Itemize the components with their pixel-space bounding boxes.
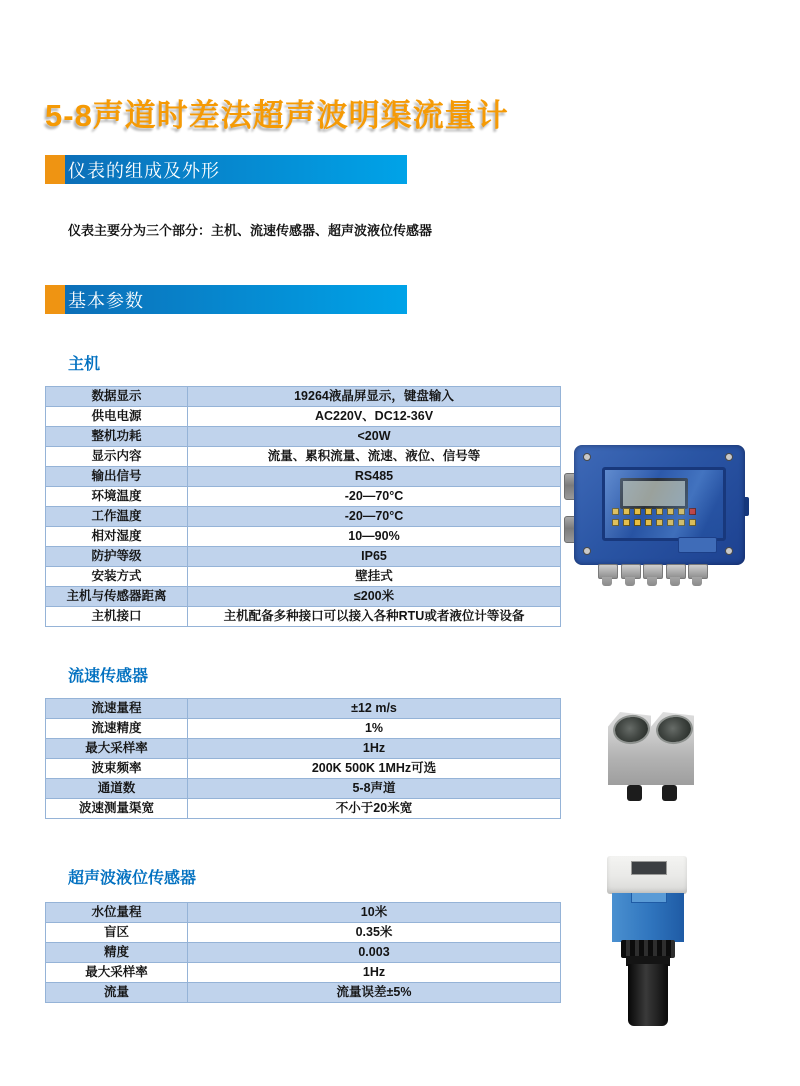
spec-row <box>46 547 561 567</box>
level-sensor-horn <box>628 964 668 1026</box>
spec-param-cell: 水位量程 <box>46 903 188 923</box>
spec-row <box>46 447 561 467</box>
spec-value-cell: 不小于20米宽 <box>188 799 561 819</box>
spec-param-cell: 盲区 <box>46 923 188 943</box>
spec-row <box>46 699 561 719</box>
host-key <box>689 519 696 526</box>
level-sensor-display-window <box>631 861 667 875</box>
spec-param-cell: 流速精度 <box>46 719 188 739</box>
spec-row <box>46 963 561 983</box>
page-title: 5-8声道时差法超声波明渠流量计 <box>45 98 509 133</box>
spec-param-cell: 最大采样率 <box>46 963 188 983</box>
spec-value-cell: 19264液晶屏显示，键盘输入 <box>188 387 561 407</box>
spec-row <box>46 607 561 627</box>
spec-param-cell: 供电电源 <box>46 407 188 427</box>
spec-row <box>46 587 561 607</box>
spec-row <box>46 983 561 1003</box>
host-key <box>612 508 619 515</box>
host-key <box>634 508 641 515</box>
sensor-foot <box>662 785 677 801</box>
cable-gland <box>666 564 686 579</box>
host-key <box>612 519 619 526</box>
spec-param-cell: 整机功耗 <box>46 427 188 447</box>
spec-param-cell: 主机接口 <box>46 607 188 627</box>
screw-icon <box>725 547 733 555</box>
host-key <box>656 508 663 515</box>
host-key <box>634 519 641 526</box>
spec-row <box>46 387 561 407</box>
spec-value-cell: 1Hz <box>188 963 561 983</box>
spec-value-cell: 1Hz <box>188 739 561 759</box>
orange-accent-block <box>45 285 65 314</box>
spec-value-cell: 流量、累积流量、流速、液位、信号等 <box>188 447 561 467</box>
orange-accent-block <box>45 155 65 184</box>
host-key <box>645 508 652 515</box>
cable-gland <box>621 564 641 579</box>
spec-value-cell: ±12 m/s <box>188 699 561 719</box>
host-key <box>678 508 685 515</box>
spec-value-cell: IP65 <box>188 547 561 567</box>
host-front-panel <box>602 467 726 541</box>
spec-value-cell: 0.003 <box>188 943 561 963</box>
spec-param-cell: 输出信号 <box>46 467 188 487</box>
host-key <box>678 519 685 526</box>
spec-value-cell: RS485 <box>188 467 561 487</box>
spec-param-cell: 相对湿度 <box>46 527 188 547</box>
spec-value-cell: 壁挂式 <box>188 567 561 587</box>
level-sensor-body <box>612 893 684 942</box>
transducer-face <box>611 713 651 746</box>
section-header-label: 仪表的组成及外形 <box>68 160 220 181</box>
spec-param-cell: 安装方式 <box>46 567 188 587</box>
spec-value-cell: AC220V、DC12-36V <box>188 407 561 427</box>
velocity-sensor-photo <box>608 712 651 785</box>
level-sensor-tab <box>631 893 667 903</box>
spec-value-cell: 0.35米 <box>188 923 561 943</box>
spec-row <box>46 427 561 447</box>
spec-param-cell: 通道数 <box>46 779 188 799</box>
spec-row <box>46 487 561 507</box>
spec-param-cell: 防护等级 <box>46 547 188 567</box>
section-header-composition <box>45 155 407 184</box>
section-header-label: 基本参数 <box>68 290 144 311</box>
spec-param-cell: 显示内容 <box>46 447 188 467</box>
table-heading-velocity-sensor: 流速传感器 <box>68 668 149 685</box>
spec-value-cell: ≤200米 <box>188 587 561 607</box>
host-label-plate <box>678 537 717 553</box>
spec-param-cell: 波束频率 <box>46 759 188 779</box>
spec-value-cell: 5-8声道 <box>188 779 561 799</box>
spec-row <box>46 923 561 943</box>
host-key <box>623 519 630 526</box>
screw-icon <box>725 453 733 461</box>
velocity-sensor-spec-table <box>45 698 561 819</box>
spec-row <box>46 467 561 487</box>
spec-row <box>46 407 561 427</box>
spec-row <box>46 719 561 739</box>
spec-row <box>46 739 561 759</box>
host-key <box>645 519 652 526</box>
cable-gland <box>688 564 708 579</box>
spec-row <box>46 527 561 547</box>
host-key-red <box>689 508 696 515</box>
spec-value-cell: 主机配备多种接口可以接入各种RTU或者液位计等设备 <box>188 607 561 627</box>
host-key <box>667 519 674 526</box>
host-key <box>667 508 674 515</box>
spec-value-cell: <20W <box>188 427 561 447</box>
level-sensor-spec-table <box>45 902 561 1003</box>
spec-row <box>46 567 561 587</box>
spec-param-cell: 主机与传感器距离 <box>46 587 188 607</box>
spec-row <box>46 759 561 779</box>
spec-value-cell: 10—90% <box>188 527 561 547</box>
spec-value-cell: 200K 500K 1MHz可选 <box>188 759 561 779</box>
spec-row <box>46 943 561 963</box>
host-key <box>623 508 630 515</box>
section-header-basic-params <box>45 285 407 314</box>
spec-param-cell: 最大采样率 <box>46 739 188 759</box>
spec-value-cell: 1% <box>188 719 561 739</box>
sensor-foot <box>627 785 642 801</box>
spec-value-cell: -20—70°C <box>188 507 561 527</box>
spec-param-cell: 工作温度 <box>46 507 188 527</box>
spec-row <box>46 799 561 819</box>
transducer-face <box>654 713 694 746</box>
screw-icon <box>583 453 591 461</box>
spec-row <box>46 779 561 799</box>
spec-row <box>46 903 561 923</box>
spec-row <box>46 507 561 527</box>
table-heading-level-sensor: 超声波液位传感器 <box>68 870 197 887</box>
spec-value-cell: 流量误差±5% <box>188 983 561 1003</box>
host-lcd-display <box>620 478 688 509</box>
cable-gland <box>598 564 618 579</box>
host-key <box>656 519 663 526</box>
spec-param-cell: 环境温度 <box>46 487 188 507</box>
flow-meter-host-photo <box>574 445 745 565</box>
host-spec-table <box>45 386 561 627</box>
host-keypad <box>612 508 704 526</box>
level-sensor-photo <box>607 856 687 894</box>
spec-value-cell: -20—70°C <box>188 487 561 507</box>
velocity-sensor-photo <box>651 712 694 785</box>
spec-param-cell: 流量 <box>46 983 188 1003</box>
host-side-tab <box>744 497 749 516</box>
spec-param-cell: 数据显示 <box>46 387 188 407</box>
intro-text: 仪表主要分为三个部分：主机、流速传感器、超声波液位传感器 <box>68 223 433 238</box>
table-heading-host: 主机 <box>68 356 101 373</box>
spec-param-cell: 流速量程 <box>46 699 188 719</box>
spec-value-cell: 10米 <box>188 903 561 923</box>
spec-param-cell: 波速测量渠宽 <box>46 799 188 819</box>
screw-icon <box>583 547 591 555</box>
cable-gland <box>643 564 663 579</box>
spec-param-cell: 精度 <box>46 943 188 963</box>
